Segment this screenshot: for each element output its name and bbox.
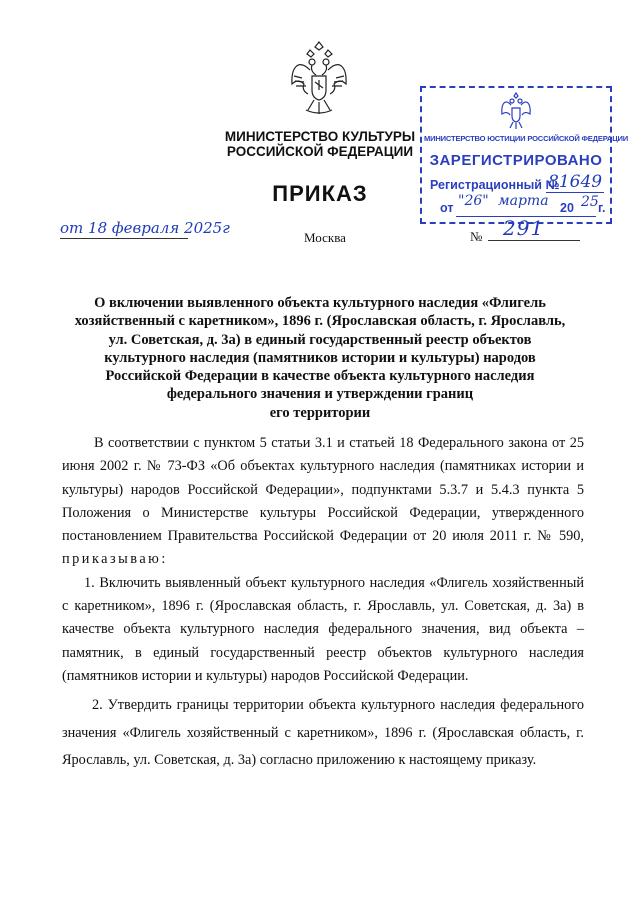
stamp-month-value: марта [498,193,549,209]
date-underline [60,238,188,239]
heading-line: ул. Советская, д. 3а) в единый государственный реестр объектов [108,331,532,348]
heading-line: его территории [269,404,371,421]
number-underline [488,240,580,241]
document-title: ПРИКАЗ [272,181,368,206]
intro-paragraph [62,432,584,572]
number-sign: № [470,229,483,244]
ministry-line-1: МИНИСТЕРСТВО КУЛЬТУРЫ [224,129,416,144]
order-heading [70,294,570,422]
order-item-1: 1. Включить выявленный объект культурного наследия «Флигель хозяйственный с каретником», 1896 г. (Ярославская область, г. Ярославль, ул. Советская, д. 3а) в качестве объекта культурного наследия федерального значения, вид объекта – памятник, в единый государственный реестр объектов культурного наследия (памятников истории и культуры) народов Российской Федерации. [62,574,584,684]
stamp-day-value: "26" [458,193,489,209]
stamp-year-value: 25 [581,194,599,210]
heading-line: культурного наследия (памятников истории и культуры) народов [104,349,536,366]
stamp-year-prefix: 20 [560,201,574,215]
stamp-date-underline [456,216,596,217]
stamp-reg-underline [546,192,604,193]
registration-stamp [420,86,629,224]
heading-line: хозяйственный с каретником», 1896 г. (Ярославская область, г. Ярославль, [74,313,566,330]
heading-line: Российской Федерации в качестве объекта культурного наследия [105,368,535,385]
stamp-registered-text: ЗАРЕГИСТРИРОВАНО [429,152,603,169]
stamp-from-label: от [440,201,454,215]
order-item-2: 2. Утвердить границы территории объекта культурного наследия федерального значения «Флигель хозяйственный с каретником», 1896 г. (Ярославская область, г. Ярославль, ул. Советская, д. 3а) согласно приложению к настоящему приказу. [62,697,584,769]
intro-text: В соответствии с пунктом 5 статьи 3.1 и статьей 18 Федерального закона от 25 июня 2002 г. № 73-ФЗ «Об объектах культурного наследия (памятниках истории и культуры) народов Российской Федерации», подпунктами 5.3.7 и 5.4.3 пункта 5 Положения о Министерстве культуры Российской Федерации, утвержденного постановлением Правительства Российской Федерации от 20 июля 2011 г. № 590, [62,435,584,545]
city-label: Москва [304,230,346,245]
ministry-name [200,129,440,159]
order-date-handwritten: от 18 февраля 2025г [60,219,230,237]
stamp-header-text: МИНИСТЕРСТВО ЮСТИЦИИ РОССИЙСКОЙ ФЕДЕРАЦИИ [424,134,629,143]
heading-line: федерального значения и утверждении границ [166,386,474,403]
order-body [62,432,584,775]
coat-of-arms-emblem-icon [288,40,350,118]
stamp-year-suffix: г. [598,201,606,215]
heading-line: О включении выявленного объекта культурного наследия «Флигель [94,295,546,311]
order-word: приказываю: [62,551,168,568]
stamp-emblem-icon [500,92,532,130]
order-number-handwritten: 291 [503,216,545,240]
stamp-reg-number-label: Регистрационный № [430,178,560,192]
stamp-reg-number-value: 81649 [548,172,603,192]
ministry-line-2: РОССИЙСКОЙ ФЕДЕРАЦИИ [226,144,414,159]
